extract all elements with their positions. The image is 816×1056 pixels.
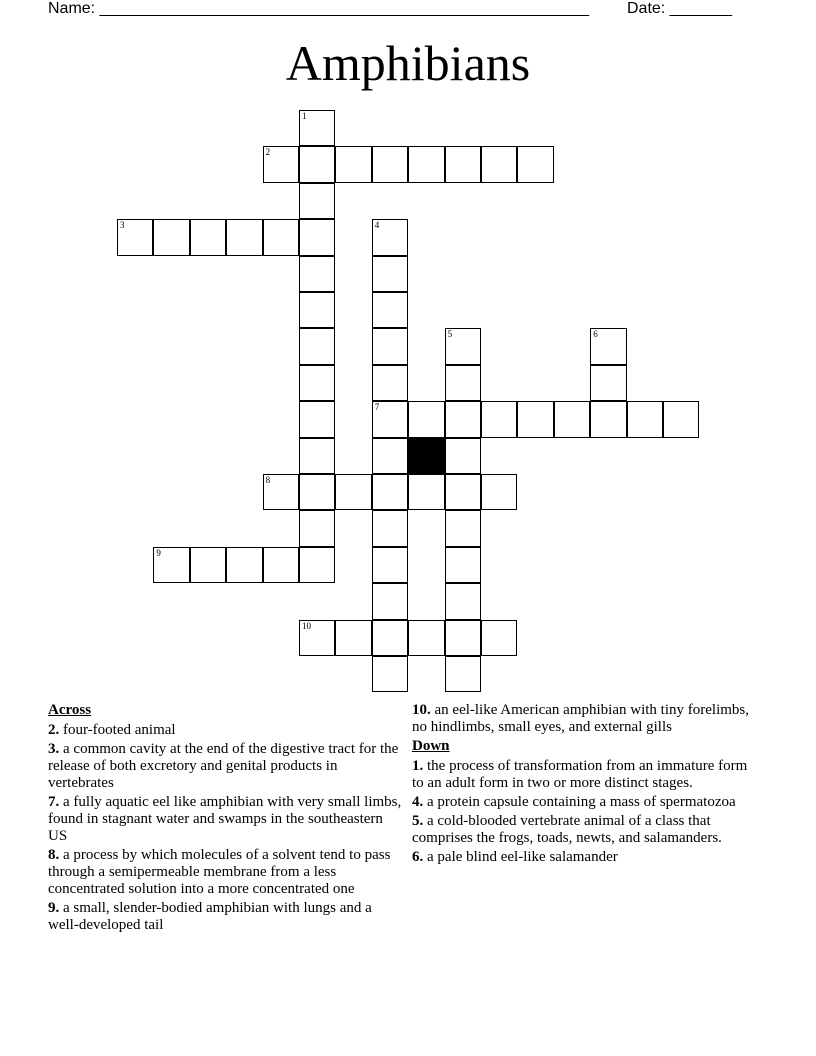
crossword-cell[interactable]: [263, 474, 299, 510]
crossword-cell[interactable]: [372, 292, 408, 328]
crossword-cell[interactable]: [299, 328, 335, 364]
clue-down-6: 6. a pale blind eel-like salamander: [412, 849, 618, 865]
crossword-cell[interactable]: [445, 438, 481, 474]
crossword-cell[interactable]: [335, 146, 371, 182]
name-label: Name:: [48, 0, 96, 17]
clues-right-column: [412, 702, 762, 868]
crossword-cell[interactable]: [372, 146, 408, 182]
crossword-cell[interactable]: [299, 219, 335, 255]
crossword-cell[interactable]: [445, 583, 481, 619]
crossword-cell[interactable]: [627, 401, 663, 437]
crossword-cell[interactable]: [481, 620, 517, 656]
crossword-cell[interactable]: [372, 656, 408, 692]
crossword-cell[interactable]: [445, 656, 481, 692]
crossword-cell[interactable]: [263, 219, 299, 255]
clue-number: 7: [374, 402, 380, 413]
crossword-cell[interactable]: [299, 183, 335, 219]
crossword-cell[interactable]: [663, 401, 699, 437]
clue-number: 3: [120, 220, 125, 231]
crossword-cell[interactable]: [153, 547, 189, 583]
clue-across-7: 7. a fully aquatic eel like amphibian with very small limbs, found in stagnant water and swamps in the southeastern US: [48, 794, 402, 844]
blocked-cell: [408, 438, 444, 474]
crossword-cell[interactable]: [481, 401, 517, 437]
crossword-cell[interactable]: [335, 474, 371, 510]
crossword-cell[interactable]: [517, 146, 553, 182]
clue-across-10: 10. an eel-like American amphibian with tiny forelimbs, no hindlimbs, small eyes, and external gills: [412, 702, 749, 735]
clue-number: 10: [302, 620, 311, 631]
crossword-cell[interactable]: [263, 547, 299, 583]
clue-number: 8: [265, 475, 271, 485]
crossword-cell[interactable]: [590, 401, 626, 437]
crossword-cell[interactable]: [299, 510, 335, 546]
clue-number: 1: [302, 111, 307, 121]
crossword-cell[interactable]: [299, 256, 335, 292]
crossword-cell[interactable]: [372, 256, 408, 292]
crossword-cell[interactable]: [299, 620, 335, 656]
crossword-cell[interactable]: [445, 401, 481, 437]
clue-number: 9: [156, 547, 161, 558]
crossword-cell[interactable]: [445, 474, 481, 510]
crossword-cell[interactable]: [408, 146, 444, 182]
across-heading: Across: [48, 702, 92, 718]
crossword-cell[interactable]: [226, 547, 262, 583]
date-label: Date:: [627, 0, 666, 17]
crossword-cell[interactable]: [445, 547, 481, 583]
crossword-cell[interactable]: [481, 146, 517, 182]
crossword-cell[interactable]: [335, 620, 371, 656]
crossword-cell[interactable]: [445, 510, 481, 546]
clue-number: 5: [447, 329, 453, 340]
crossword-cell[interactable]: [554, 401, 590, 437]
clue-number: 2: [265, 147, 271, 158]
crossword-cell[interactable]: [408, 401, 444, 437]
clue-across-3: 3. a common cavity at the end of the digestive tract for the release of both excretory and genital products in vertebrates: [48, 741, 399, 791]
crossword-cell[interactable]: [299, 365, 335, 401]
date-line: _______: [669, 0, 732, 17]
crossword-cell[interactable]: [299, 438, 335, 474]
crossword-cell[interactable]: [372, 583, 408, 619]
clue-number: 6: [593, 329, 598, 340]
crossword-cell[interactable]: [445, 328, 481, 364]
down-heading: Down: [412, 738, 450, 754]
name-line: _______________________________________________________: [99, 0, 589, 17]
crossword-cell[interactable]: [190, 547, 226, 583]
crossword-cell[interactable]: [372, 620, 408, 656]
clue-across-9: 9. a small, slender-bodied amphibian with lungs and a well-developed tail: [48, 900, 372, 933]
clue-down-4: 4. a protein capsule containing a mass of spermatozoa: [412, 794, 736, 810]
crossword-cell[interactable]: [517, 401, 553, 437]
clue-across-8: 8. a process by which molecules of a solvent tend to pass through a semipermeable membrane from a less concentrated solution into a more concentrated one: [48, 847, 391, 897]
crossword-cell[interactable]: [445, 365, 481, 401]
crossword-cell[interactable]: [263, 146, 299, 182]
clue-down-5: 5. a cold-blooded vertebrate animal of a class that comprises the frogs, toads, newts, and salamanders.: [412, 813, 722, 846]
crossword-cell[interactable]: [590, 328, 626, 364]
crossword-cell[interactable]: [190, 219, 226, 255]
crossword-cell[interactable]: [372, 510, 408, 546]
crossword-cell[interactable]: [299, 547, 335, 583]
crossword-cell[interactable]: [372, 328, 408, 364]
crossword-cell[interactable]: [408, 620, 444, 656]
crossword-cell[interactable]: [372, 401, 408, 437]
crossword-cell[interactable]: [408, 474, 444, 510]
crossword-cell[interactable]: [117, 219, 153, 255]
crossword-cell[interactable]: [445, 620, 481, 656]
crossword-cell[interactable]: [299, 146, 335, 182]
crossword-cell[interactable]: [299, 401, 335, 437]
crossword-cell[interactable]: [372, 438, 408, 474]
crossword-cell[interactable]: [226, 219, 262, 255]
crossword-cell[interactable]: [299, 292, 335, 328]
page-title: Amphibians: [285, 35, 531, 91]
crossword-cell[interactable]: [372, 219, 408, 255]
clue-down-1: 1. the process of transformation from an immature form to an adult form in two or more distinct stages.: [412, 758, 748, 791]
clue-across-2: 2. four-footed animal: [48, 722, 176, 738]
crossword-cell[interactable]: [299, 474, 335, 510]
crossword-cell[interactable]: [372, 474, 408, 510]
crossword-cell[interactable]: [372, 547, 408, 583]
crossword-cell[interactable]: [153, 219, 189, 255]
crossword-cell[interactable]: [372, 365, 408, 401]
crossword-cell[interactable]: [481, 474, 517, 510]
crossword-cell[interactable]: [445, 146, 481, 182]
crossword-cell[interactable]: [299, 110, 335, 146]
clues-left-column: [48, 702, 404, 936]
crossword-cell[interactable]: [590, 365, 626, 401]
clue-number: 4: [374, 220, 380, 231]
